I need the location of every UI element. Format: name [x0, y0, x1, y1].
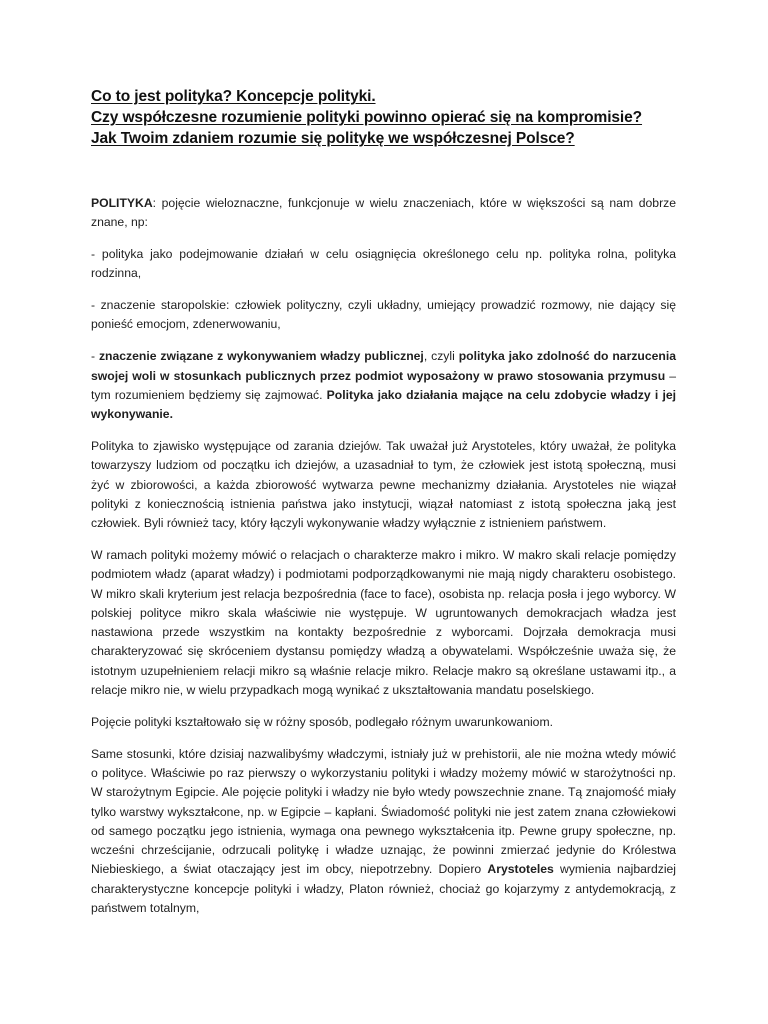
- document-body: [91, 194, 676, 931]
- text-segment: Polityka to zjawisko występujące od zarania dziejów. Tak uważał już Arystoteles, który uważał, że polityka towarzyszy ludziom od początku ich dziejów, a uzasadniał to tym, że człowiek jest istotą społeczną, musi żyć w zbiorowości, a każda zbiorowość wytwarza pewne mechanizmy działania. Arystoteles nie wiązał polityki z koniecznością istnienia państwa jako instytucji, wiązał natomiast z istotą społeczna jaką jest człowiek. Byli również tacy, który łączyli wykonywanie władzy wyłącznie z istnieniem państwem.: [91, 438, 676, 531]
- text-segment: Polityka jako działania mające na celu zdobycie władzy i jej wykonywanie.: [91, 387, 676, 422]
- text-segment: -: [91, 349, 99, 364]
- title-line-2: Czy współczesne rozumienie polityki powinno opierać się na kompromisie?: [91, 109, 643, 126]
- text-segment: wymienia najbardziej charakterystyczne koncepcje polityki i władzy, Platon również, chociaż go kojarzymy z antydemokracją, z państwem totalnym,: [91, 862, 677, 915]
- paragraph-bullet-3: [91, 347, 676, 424]
- text-segment: W ramach polityki możemy mówić o relacjach o charakterze makro i mikro. W makro skali relacje pomiędzy podmiotem władz (aparat władzy) i podmiotami podporządkowanymi nie mają nigdy charakteru osobistego. W mikro skali kryterium jest relacja bezpośrednia (face to face), osobista np. relacja posła i jego wyborcy. W polskiej polityce mikro skala właściwie nie występuje. W ugruntowanych demokracjach władza jest nastawiona przede wszystkim na kontakty bezpośrednie z wyborcami. Dojrzała demokracja musi charakteryzować się skróceniem dystansu pomiędzy władzą a obywatelami. Współcześnie uważa się, że istotnym uzupełnieniem relacji mikro są właśnie relacje mikro. Relacje makro są określane ustawami itp., a relacje mikro nie, w wielu przypadkach mogą wynikać z ukształtowania mandatu poselskiego.: [91, 547, 676, 698]
- text-segment: POLITYKA: [91, 196, 153, 210]
- title-line-1: Co to jest polityka? Koncepcje polityki.: [91, 88, 376, 105]
- text-segment: , czyli: [423, 349, 459, 364]
- text-segment: Same stosunki, które dzisiaj nazwalibyśmy władczymi, istniały już w prehistorii, ale nie można wtedy mówić o polityce. Właściwie po raz pierwszy o wykorzystaniu polityki i władzy możemy mówić w starożytności np. W starożytnym Egipcie. Ale pojęcie polityki i władzy nie było wtedy powszechnie znane. Tą znajomość miały tylko warstwy wykształcone, np. w Egipcie – kapłani. Świadomość polityki nie jest zatem znana człowiekowi od samego początku jego istnienia, wymaga ona pewnego wykształcenia itp. Pewne grupy społeczne, np. wcześni chrześcijanie, odrzucali politykę i władze uznając, że powinni zmierzać jedynie do Królestwa Niebieskiego, a świat otaczający jest im obcy, niepotrzebny. Dopiero: [91, 746, 676, 877]
- text-segment: : pojęcie wieloznaczne, funkcjonuje w wielu znaczeniach, które w większości są nam dobrze znane, np:: [91, 196, 676, 230]
- text-segment: Pojęcie polityki kształtowało się w różny sposób, podlegało różnym uwarunkowaniom.: [91, 714, 553, 729]
- paragraph-history: [91, 745, 676, 919]
- paragraph-macro-micro: [91, 546, 676, 700]
- text-segment: - znaczenie staropolskie: człowiek polityczny, czyli układny, umiejący prowadzić rozmowy, nie dający się ponieść emocjom, zdenerwowaniu,: [91, 298, 676, 332]
- text-segment: polityka jako zdolność do narzucenia swojej woli w stosunkach publicznych przez podmiot wyposażony w prawo stosowania przymusu: [91, 349, 677, 383]
- paragraph-aristotle: [91, 437, 676, 533]
- paragraph-definition: [91, 194, 676, 233]
- document-page: [91, 86, 677, 915]
- paragraph-concept: [91, 713, 676, 732]
- paragraph-bullet-1: [91, 245, 676, 284]
- document-title: [91, 86, 676, 149]
- text-segment: znaczenie związane z wykonywaniem władzy publicznej: [98, 349, 424, 364]
- text-segment: Arystoteles: [487, 862, 554, 877]
- title-line-3: Jak Twoim zdaniem rozumie się politykę we współczesnej Polsce?: [91, 130, 575, 147]
- text-segment: - polityka jako podejmowanie działań w celu osiągnięcia określonego celu np. polityka rolna, polityka rodzinna,: [91, 247, 676, 281]
- text-segment: – tym rozumieniem będziemy się zajmować.: [91, 368, 676, 402]
- paragraph-bullet-2: [91, 296, 676, 335]
